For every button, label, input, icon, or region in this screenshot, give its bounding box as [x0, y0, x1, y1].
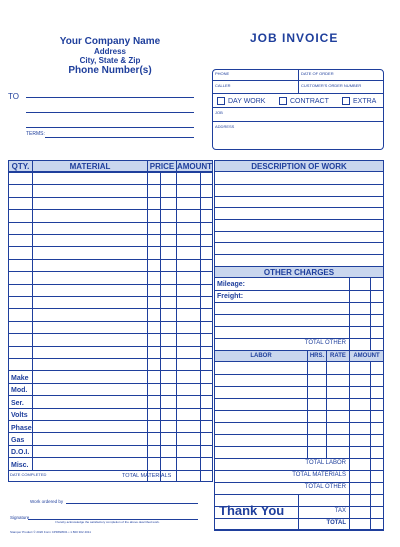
- material-row-line: [8, 197, 213, 198]
- description-row-line: [214, 196, 384, 197]
- equipment-label: Gas: [11, 437, 25, 444]
- material-row-line: [8, 184, 213, 185]
- total-label: TOTAL: [326, 520, 346, 526]
- equipment-label: Misc.: [11, 461, 29, 469]
- total-labor-label: TOTAL LABOR: [305, 460, 346, 466]
- to-line-1[interactable]: [26, 97, 194, 98]
- description-row-line: [214, 290, 384, 291]
- freight-label: Freight:: [217, 293, 244, 300]
- description-row-line: [214, 302, 384, 303]
- qty-header: QTY.: [8, 160, 33, 172]
- caller-label: CALLER: [215, 83, 231, 88]
- footer-text: Stamper Product © 2020 Form CPD8W001 • 1 800 302 4011: [10, 530, 91, 534]
- company-city: City, State & Zip: [79, 56, 141, 65]
- description-row-line: [214, 446, 384, 447]
- total-materials-left-label: TOTAL MATERIALS: [122, 473, 172, 479]
- description-row-line: [214, 314, 384, 315]
- equipment-label: Ser.: [11, 399, 24, 407]
- material-row-line: [8, 445, 213, 446]
- material-row-line: [8, 209, 213, 210]
- material-row-line: [8, 333, 213, 334]
- to-line-2[interactable]: [26, 112, 194, 113]
- labor-header: LABOR: [214, 350, 308, 362]
- description-row-line: [214, 410, 384, 411]
- description-row-line: [214, 254, 384, 255]
- order-no-label: CUSTOMER'S ORDER NUMBER: [301, 83, 362, 88]
- contract-option[interactable]: CONTRACT: [279, 97, 329, 105]
- total-other-label-2: TOTAL OTHER: [304, 484, 346, 490]
- equipment-label: D.O.I.: [11, 449, 30, 457]
- work-ordered-label: Work ordered by: [30, 499, 64, 504]
- labor-amount-header: AMOUNT: [349, 350, 384, 362]
- day-work-option[interactable]: DAY WORK: [217, 97, 265, 105]
- description-row-line: [214, 184, 384, 185]
- description-row-line: [214, 326, 384, 327]
- material-header: MATERIAL: [32, 160, 148, 172]
- description-row-line: [214, 494, 384, 495]
- total-materials-label: TOTAL MATERIALS: [292, 472, 346, 478]
- address-label: ADDRESS: [215, 124, 235, 129]
- company-phone: Phone Number(s): [68, 65, 152, 76]
- rate-header: RATE: [326, 350, 350, 362]
- material-row-line: [8, 321, 213, 322]
- hrs-header: HRS.: [307, 350, 327, 362]
- material-row-line: [8, 259, 213, 260]
- description-row-line: [214, 482, 384, 483]
- invoice-title: JOB INVOICE: [250, 31, 339, 45]
- to-line-3[interactable]: [26, 127, 194, 128]
- extra-checkbox[interactable]: [342, 97, 350, 105]
- description-row-line: [214, 338, 384, 339]
- description-row-line: [214, 530, 384, 531]
- company-block: [40, 36, 180, 76]
- date-completed-label: DATE COMPLETED: [10, 472, 47, 477]
- material-row-line: [8, 370, 213, 371]
- signature-label: Signature: [10, 515, 30, 520]
- work-ordered-line[interactable]: [66, 503, 198, 504]
- to-label: TO: [8, 92, 19, 101]
- material-row-line: [8, 234, 213, 235]
- material-row-line: [8, 383, 213, 384]
- description-row-line: [214, 458, 384, 459]
- material-row-line: [8, 420, 213, 421]
- phone-label: PHONE: [215, 71, 230, 76]
- equipment-label: Make: [11, 375, 29, 382]
- material-row-line: [8, 284, 213, 285]
- material-row-line: [8, 246, 213, 247]
- consent-text: I hereby acknowledge the satisfactory completion of the above described work.: [55, 520, 160, 524]
- other-charges-header: OTHER CHARGES: [214, 266, 384, 278]
- date-label: DATE OF ORDER: [301, 71, 334, 76]
- material-row-line: [8, 395, 213, 396]
- tax-label: TAX: [334, 508, 346, 514]
- thank-you: Thank You: [219, 503, 285, 518]
- material-row-line: [8, 271, 213, 272]
- description-row-line: [214, 422, 384, 423]
- description-row-line: [214, 207, 384, 208]
- description-row-line: [214, 219, 384, 220]
- job-label: JOB: [215, 110, 223, 115]
- equipment-label: Volts: [11, 412, 28, 420]
- material-row-line: [8, 308, 213, 309]
- material-row-line: [8, 432, 213, 433]
- day-work-checkbox[interactable]: [217, 97, 225, 105]
- equipment-label: Phase: [11, 424, 32, 432]
- description-row-line: [214, 518, 384, 519]
- description-row-line: [214, 398, 384, 399]
- material-row-line: [8, 296, 213, 297]
- company-name: Your Company Name: [59, 36, 161, 47]
- material-row-line: [8, 457, 213, 458]
- material-row-line: [8, 358, 213, 359]
- description-row-line: [214, 434, 384, 435]
- material-row-line: [8, 346, 213, 347]
- description-header: DESCRIPTION OF WORK: [214, 160, 384, 172]
- equipment-label: Mod.: [11, 387, 28, 395]
- description-row-line: [214, 242, 384, 243]
- material-row-line: [8, 470, 213, 471]
- terms-line[interactable]: [45, 137, 194, 138]
- amount-header: AMOUNT: [176, 161, 213, 171]
- total-other-label-1: TOTAL OTHER: [304, 340, 346, 346]
- material-row-line: [8, 408, 213, 409]
- material-row-line: [8, 222, 213, 223]
- terms-label: TERMS:: [26, 131, 45, 137]
- mileage-label: Mileage:: [217, 281, 246, 288]
- material-row-line: [8, 172, 213, 173]
- description-row-line: [214, 231, 384, 232]
- extra-option[interactable]: EXTRA: [342, 97, 376, 105]
- price-header: PRICE: [147, 160, 177, 172]
- contract-checkbox[interactable]: [279, 97, 287, 105]
- description-row-line: [214, 386, 384, 387]
- description-row-line: [214, 374, 384, 375]
- company-address: Address: [93, 47, 126, 56]
- description-row-line: [214, 470, 384, 471]
